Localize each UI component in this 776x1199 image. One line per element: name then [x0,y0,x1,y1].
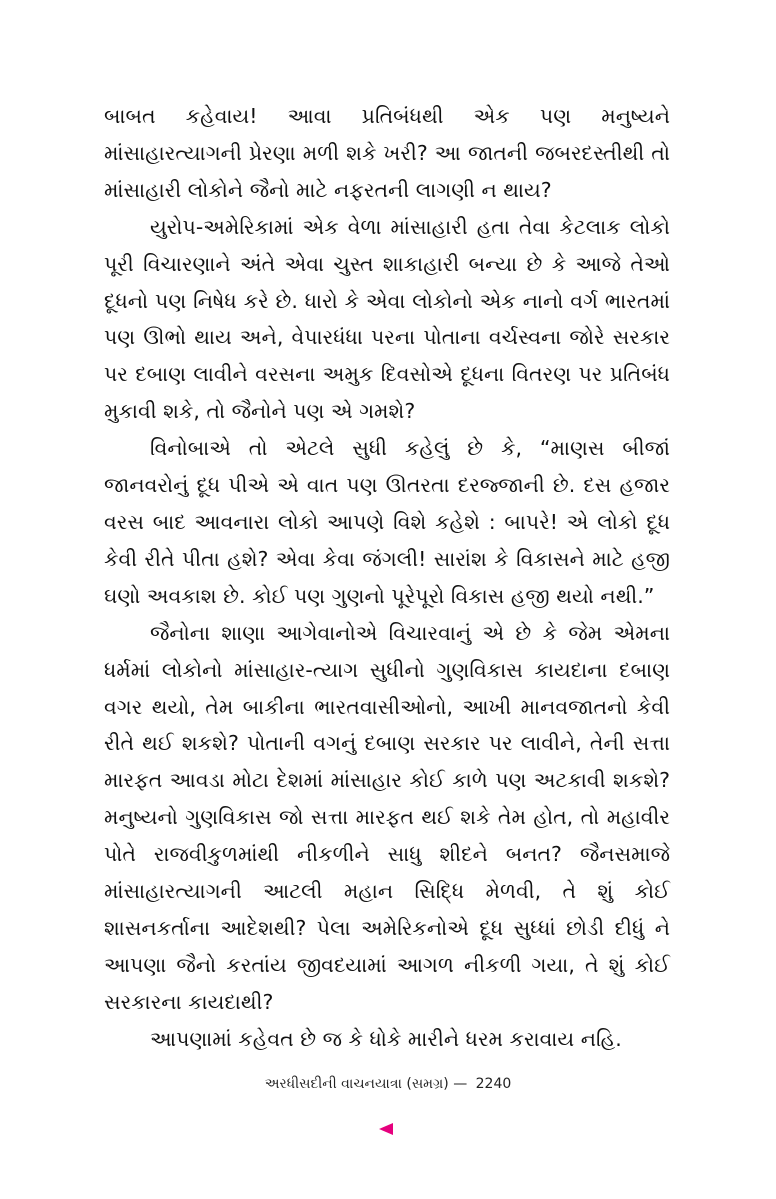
page-body-text [104,98,670,1058]
paragraph-4: જૈનોના શાણા આગેવાનોએ વિચારવાનું એ છે કે જેમ એમના ધર્મમાં લોકોનો માંસાહાર-ત્યાગ સુધીનો ગુણવિકાસ કાયદાના દબાણ વગર થયો, તેમ બાકીના ભારતવાસીઓનો, આખી માનવજાતનો કેવી રીતે થઈ શકશે? પોતાની વગનું દબાણ સરકાર પર લાવીને, તેની સત્તા મારફત આવડા મોટા દેશમાં માંસાહાર કોઈ કાળે પણ અટકાવી શકશે? મનુષ્યનો ગુણવિકાસ જો સત્તા મારફત થઈ શકે તેમ હોત, તો મહાવીર પોતે રાજવીકુળમાંથી નીકળીને સાધુ શીદને બનત? જૈનસમાજે માંસાહારત્યાગની આટલી મહાન સિદ્ધિ મેળવી, તે શું કોઈ શાસનકર્તાના આદેશથી? પેલા અમેરિકનોએ દૂધ સુધ્ધાં છોડી દીધું ને આપણા જૈનો કરતાંય જીવદયામાં આગળ નીકળી ગયા, તે શું કોઈ સરકારના કાયદાથી? [104,620,670,1014]
footer-book-title: અરધીસદીની વાચનયાત્રા (સમગ્ર) [264,1076,449,1092]
paragraph-2: યુરોપ-અમેરિકામાં એક વેળા માંસાહારી હતા તેવા કેટલાક લોકો પૂરી વિચારણાને અંતે એવા ચુસ્ત શાકાહારી બન્યા છે કે આજે તેઓ દૂધનો પણ નિષેધ કરે છે. ધારો કે એવા લોકોનો એક નાનો વર્ગ ભારતમાં પણ ઊભો થાય અને, વેપારધંધા પરના પોતાના વર્ચસ્વના જોરે સરકાર પર દબાણ લાવીને વરસના અમુક દિવસોએ દૂધના વિતરણ પર પ્રતિબંધ મુકાવી શકે, તો જૈનોને પણ એ ગમશે? [104,214,670,424]
paragraph-3: વિનોબાએ તો એટલે સુધી કહેલું છે કે, “માણસ બીજાં જાનવરોનું દૂધ પીએ એ વાત પણ ઊતરતા દરજ્જાની છે. દસ હજાર વરસ બાદ આવનારા લોકો આપણે વિશે કહેશે : બાપરે! એ લોકો દૂધ કેવી રીતે પીતા હશે? એવા કેવા જંગલી! સારાંશ કે વિકાસને માટે હજી ઘણો અવકાશ છે. કોઈ પણ ગુણનો પૂરેપૂરો વિકાસ હજી થયો નથી.” [104,436,670,608]
footer-page-number: 2240 [475,1076,512,1092]
previous-page-icon[interactable] [379,1123,393,1135]
footer-separator: — [453,1076,468,1092]
page-footer [0,1076,776,1092]
paragraph-5: આપણામાં કહેવત છે જ કે ધોકે મારીને ધરમ કરાવાય નહિ. [150,1026,622,1051]
paragraph-1: બાબત કહેવાય! આવા પ્રતિબંધથી એક પણ મનુષ્યને માંસાહારત્યાગની પ્રેરણા મળી શકે ખરી? આ જાતની જબરદસ્તીથી તો માંસાહારી લોકોને જૈનો માટે નફરતની લાગણી ન થાય? [104,104,670,202]
